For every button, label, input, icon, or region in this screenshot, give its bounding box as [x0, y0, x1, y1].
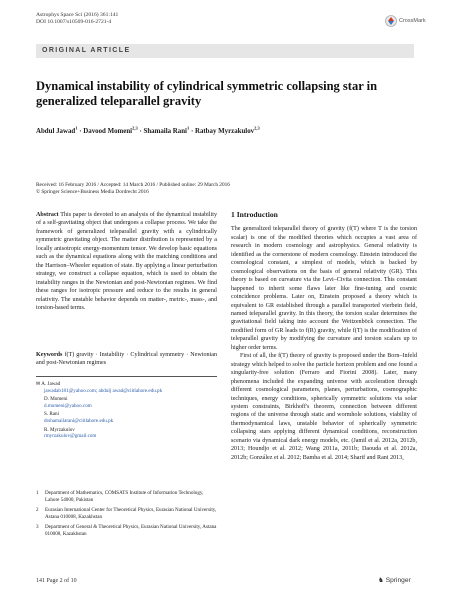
section-heading: 1 Introduction	[231, 210, 278, 219]
affiliation	[36, 524, 217, 537]
contact-entry	[36, 427, 217, 440]
contact-email[interactable]: jawadab181@yahoo.com; abdulj awad@ciitlahore.edu.pk	[44, 387, 163, 394]
keywords	[36, 351, 217, 368]
journal-citation: Astrophys Space Sci (2016) 361:141	[36, 12, 119, 18]
abstract-text: This paper is devoted to an analysis of the dynamical instability of a self-gravitating object that undergoes a collapse process. We take the framework of generalized teleparallel gravity with a cylindrically symmetric gravitating object. The matter distribution is represented by a locally anisotropic energy-momentum tensor. We develop basic equations such as the dynamical equations along with the matching conditions and the Harrison–Wheeler equation of state. By applying a linear perturbation strategy, we construct a collapse equation, which is used to obtain the instability ranges in the Newtonian and post-Newtonian regimes. We find these ranges for isotropic pressure and reduce to the results in general relativity. The unstable behavior depends on matter-, metric-, mass-, and torsion-based terms.	[36, 212, 217, 311]
springer-horse-icon: ♞	[378, 577, 384, 584]
article-type: ORIGINAL ARTICLE	[42, 47, 131, 54]
paragraph: First of all, the f(T) theory of gravity is proposed under the Born–Infeld strategy which helped to solve the particle horizon problem and one found a singularity-free solution (Ferraro and Fiorini 2008). Later, many phenomena included the expanding universe with acceleration through different cosmological parameters, planes, perturbations, cosmographic techniques, energy conditions, spherically symmetric solutions via solar system constraints, Birkhoff's theorem, connection between different regions of the universe through static and wormhole solutions, viability of thermodynamical laws, unstable behavior of spherically symmetric collapsing stars applying different dynamical conditions, reconstruction scenario via dynamical dark energy models, etc. (Jamil et al. 2012a, 2012b, 2013; Houndjo et al. 2012; Wang 2011a, 2011b; Daouda et al. 2012a, 2012b; González et al. 2012; Bamba et al. 2014; Sharif and Rani 2013,	[231, 353, 417, 461]
abstract-label: Abstract	[36, 212, 59, 218]
contact-entry	[36, 396, 217, 409]
author[interactable]: Ratbay Myrzakulov$^{2,3}$	[194, 126, 260, 136]
author[interactable]: Davood Momeni$^{2,3}$	[83, 126, 138, 136]
contact-email[interactable]: drshamailarani@ciitlahore.edu.pk	[44, 417, 114, 424]
abstract	[36, 211, 217, 312]
affiliation-number: 1	[36, 490, 39, 496]
contact-list	[36, 381, 217, 440]
publication-dates	[36, 182, 416, 196]
contact-name: S. Rani	[44, 411, 60, 418]
page-number: 141 Page 2 of 10	[36, 578, 77, 584]
affiliation-text: Department of Mathematics, COMSATS Institute of Information Technology, Lahore 54000, Pakistan	[45, 490, 204, 503]
author[interactable]: Abdul Jawad$^1$	[36, 126, 78, 136]
contact-name: D. Momeni	[44, 396, 68, 403]
contact-email[interactable]: rmyrzakulov@gmail.com	[44, 433, 97, 440]
springer-logo	[378, 576, 411, 584]
keywords-label: Keywords	[36, 352, 63, 358]
affiliation-number: 3	[36, 524, 39, 531]
affiliation-number: 2	[36, 507, 39, 514]
crossmark-label: CrossMark	[399, 17, 426, 24]
paragraph: The generalized teleparallel theory of gravity (f(T) where T is the torsion scalar) is one of the modified theories which occupies a vast area of research in modern cosmology and astrophysics. General relativity is identified as the cornerstone of modern cosmology. Einstein introduced the cosmological constant, a simplest of models, which is backed by cosmological observations on the basis of general relativity (GR). This theory is based on curvature via the Levi–Civita connection. This constant happened to inherit some flaws later like fine-tuning and cosmic coincidence problems. Later on, Einstein proposed a theory which is equivalent to GR established through a parallel transported vierbein field, named teleparallel gravity. In this theory, the torsion scalar determines the gravitational field taking into account the Weitzenböck connection. The modified form of GR leads to f(R) gravity, while f(T) is the modification of teleparallel gravity by modifying the curvature and torsion scalars up to higher order terms.	[231, 226, 417, 351]
contact-name: R. Myrzakulov	[44, 426, 75, 433]
affiliation	[36, 507, 217, 520]
author[interactable]: Shamaila Rani$^1$	[143, 126, 190, 136]
affiliation-text: Eurasian International Center for Theoretical Physics, Eurasian National University, Astana 010008, Kazakhstan	[45, 507, 217, 520]
paper-title: Dynamical instability of cylindrical symmetric collapsing star in generalized teleparallel gravity	[36, 79, 378, 108]
contacts-divider	[36, 376, 217, 377]
introduction	[231, 211, 417, 462]
contact-email[interactable]: d.momeni@yahoo.com	[44, 402, 92, 409]
publisher-name: Springer	[385, 577, 411, 584]
contact-entry	[36, 411, 217, 424]
author-list: Abdul Jawad$^1$ · Davood Momeni$^{2,3}$ · Shamaila Rani$^1$ · Ratbay Myrzakulov$^{2,3}$	[36, 126, 260, 136]
doi[interactable]: DOI 10.1007/s10509-016-2721-4	[36, 19, 112, 25]
article-type-band	[36, 44, 414, 58]
affiliation	[36, 490, 217, 503]
crossmark-logo[interactable]	[385, 14, 426, 28]
contact-name: A. Jawad	[41, 381, 61, 387]
contact-entry: ✉ A. Jawad jawadab181@yahoo.com; abdulj awad@ciitlahore.edu.pk	[36, 381, 217, 394]
copyright-line: © Springer Science+Business Media Dordrecht 2016	[36, 189, 149, 195]
received-accepted-line: Received: 16 February 2016 / Accepted: 14 March 2016 / Published online: 29 March 2016	[36, 182, 230, 188]
keywords-text: f(T) gravity · Instability · Cylindrical symmetry · Newtonian and post-Newtonian regimes	[36, 352, 217, 367]
affiliation-list	[36, 490, 217, 538]
affiliation-text: Department of General & Theoretical Physics, Eurasian National University, Astana 010008, Kazakhstan	[45, 524, 217, 537]
